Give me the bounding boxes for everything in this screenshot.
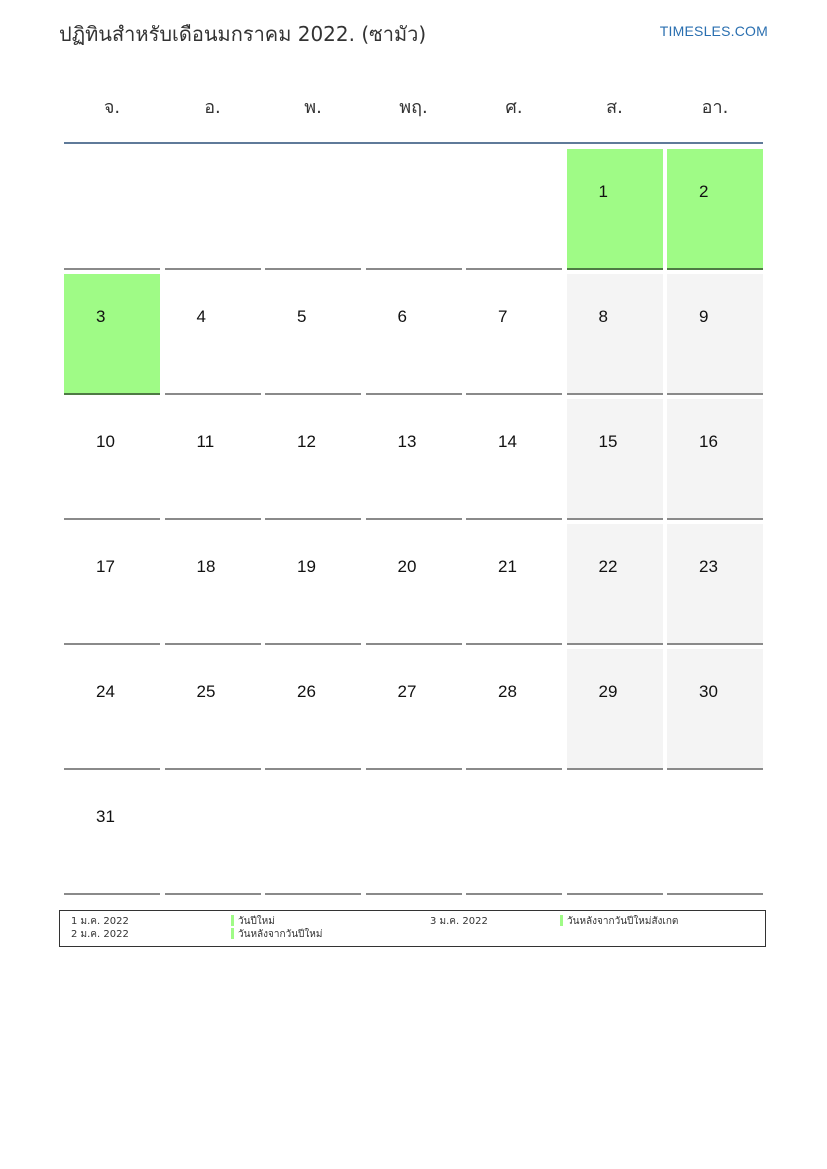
day-cell bbox=[64, 524, 160, 645]
day-cell bbox=[667, 524, 763, 645]
week-row bbox=[64, 399, 763, 520]
day-number: 15 bbox=[598, 432, 618, 451]
day-cell bbox=[265, 524, 361, 645]
day-number: 19 bbox=[297, 557, 316, 576]
day-number: 10 bbox=[96, 432, 115, 451]
day-number: 21 bbox=[498, 557, 517, 576]
weekday-mon: จ. bbox=[103, 97, 121, 118]
empty-cell bbox=[366, 149, 462, 270]
day-number: 25 bbox=[196, 682, 216, 701]
empty-cell bbox=[466, 149, 562, 270]
empty-cell bbox=[667, 774, 763, 895]
day-number: 7 bbox=[498, 307, 508, 326]
day-cell bbox=[64, 399, 160, 520]
day-cell bbox=[567, 274, 663, 395]
empty-cell bbox=[265, 149, 361, 270]
empty-cell bbox=[165, 774, 261, 895]
day-cell bbox=[165, 649, 261, 770]
day-cell bbox=[64, 774, 160, 895]
day-number: 13 bbox=[397, 432, 417, 451]
day-number: 20 bbox=[397, 557, 417, 576]
weekday-thu: พฤ. bbox=[399, 97, 428, 118]
empty-cell bbox=[366, 774, 462, 895]
weekday-sun: อา. bbox=[701, 97, 729, 118]
week-row bbox=[64, 649, 763, 770]
day-number: 18 bbox=[196, 557, 216, 576]
day-number: 8 bbox=[598, 307, 608, 326]
day-number: 1 bbox=[598, 182, 608, 201]
day-cell bbox=[165, 399, 261, 520]
day-number: 31 bbox=[96, 807, 115, 826]
day-cell bbox=[64, 274, 160, 395]
holiday-legend bbox=[59, 910, 766, 947]
legend-item-1 bbox=[231, 915, 275, 928]
day-cell bbox=[265, 649, 361, 770]
day-number: 6 bbox=[397, 307, 407, 326]
weekday-sat: ส. bbox=[606, 97, 623, 118]
empty-cell bbox=[466, 774, 562, 895]
week-row bbox=[64, 274, 763, 395]
day-cell bbox=[567, 649, 663, 770]
legend-item-3 bbox=[560, 915, 678, 928]
week-row bbox=[64, 149, 763, 270]
day-number: 22 bbox=[598, 557, 618, 576]
legend-marker bbox=[231, 915, 234, 926]
day-number: 16 bbox=[699, 432, 718, 451]
day-number: 4 bbox=[196, 307, 206, 326]
day-number: 26 bbox=[297, 682, 316, 701]
day-number: 9 bbox=[699, 307, 709, 326]
day-number: 14 bbox=[498, 432, 517, 451]
day-cell bbox=[366, 274, 462, 395]
day-number: 29 bbox=[598, 682, 618, 701]
day-number: 3 bbox=[96, 307, 106, 326]
legend-name-2: วันหลังจากวันปีใหม่ bbox=[238, 929, 323, 940]
day-cell bbox=[567, 524, 663, 645]
day-number: 23 bbox=[699, 557, 718, 576]
day-cell bbox=[466, 649, 562, 770]
weekday-header bbox=[64, 92, 763, 121]
day-cell bbox=[667, 399, 763, 520]
day-number: 12 bbox=[297, 432, 316, 451]
legend-date-2: 2 ม.ค. 2022 bbox=[71, 929, 129, 940]
day-cell bbox=[165, 274, 261, 395]
day-cell bbox=[466, 274, 562, 395]
legend-name-3: วันหลังจากวันปีใหม่สังเกต bbox=[567, 916, 679, 927]
legend-name-1: วันปีใหม่ bbox=[238, 916, 275, 927]
empty-cell bbox=[265, 774, 361, 895]
day-number: 24 bbox=[96, 682, 115, 701]
day-cell bbox=[667, 149, 763, 270]
day-cell bbox=[466, 524, 562, 645]
week-row bbox=[64, 774, 763, 895]
header-divider bbox=[64, 142, 763, 144]
day-number: 17 bbox=[96, 557, 115, 576]
day-cell bbox=[567, 399, 663, 520]
day-number: 2 bbox=[699, 182, 709, 201]
day-cell bbox=[165, 524, 261, 645]
empty-cell bbox=[567, 774, 663, 895]
day-cell bbox=[366, 524, 462, 645]
site-link[interactable]: TIMESLES.COM bbox=[659, 23, 768, 39]
day-cell bbox=[366, 649, 462, 770]
day-number: 30 bbox=[699, 682, 718, 701]
legend-date-1: 1 ม.ค. 2022 bbox=[71, 916, 129, 927]
legend-marker bbox=[231, 928, 234, 939]
week-row bbox=[64, 524, 763, 645]
day-cell bbox=[265, 274, 361, 395]
weekday-fri: ศ. bbox=[505, 97, 523, 118]
legend-item-2 bbox=[231, 928, 322, 941]
weekday-tue: อ. bbox=[204, 97, 221, 118]
weekday-wed: พ. bbox=[304, 97, 322, 118]
day-cell bbox=[265, 399, 361, 520]
empty-cell bbox=[165, 149, 261, 270]
day-cell bbox=[466, 399, 562, 520]
calendar-grid bbox=[64, 149, 763, 899]
day-cell bbox=[366, 399, 462, 520]
day-number: 5 bbox=[297, 307, 307, 326]
day-number: 27 bbox=[397, 682, 417, 701]
empty-cell bbox=[64, 149, 160, 270]
day-cell bbox=[567, 149, 663, 270]
day-number: 28 bbox=[498, 682, 517, 701]
legend-marker bbox=[560, 915, 563, 926]
day-number: 11 bbox=[196, 432, 215, 451]
day-cell bbox=[667, 274, 763, 395]
page-title: ปฏิทินสำหรับเดือนมกราคม 2022. (ซามัว) bbox=[59, 22, 427, 46]
day-cell bbox=[667, 649, 763, 770]
legend-date-3: 3 ม.ค. 2022 bbox=[430, 916, 488, 927]
day-cell bbox=[64, 649, 160, 770]
